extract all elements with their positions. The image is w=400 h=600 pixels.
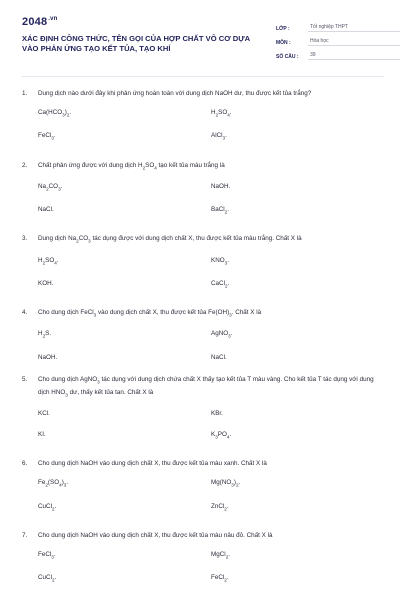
answer-options — [22, 109, 384, 143]
answer-option[interactable]: $Na_2CO_3$. — [38, 182, 63, 191]
question-item — [22, 307, 384, 362]
answer-option[interactable]: CaCl$_2$. — [211, 279, 230, 288]
question-number: 5. — [22, 375, 28, 383]
answer-options — [22, 410, 384, 441]
meta-key: LỚP : — [276, 26, 290, 32]
meta-key: MÔN : — [276, 40, 291, 46]
question-item — [22, 233, 384, 290]
answer-option[interactable]: KBr. — [211, 410, 223, 417]
question-stem — [22, 233, 384, 246]
answer-option[interactable]: KI. — [38, 431, 46, 438]
question-number: 7. — [22, 531, 28, 539]
meta-value: 39 — [308, 52, 400, 60]
answer-option[interactable]: NaCl. — [211, 353, 227, 361]
answer-option[interactable]: CuCl$_2$. — [38, 574, 57, 583]
answer-options — [22, 551, 384, 585]
question-item — [22, 88, 384, 143]
question-text: Dung dịch nào dưới đây khi phản ứng hoàn toàn với dung dịch NaOH dư, thu được kết tủa trắng? — [38, 90, 312, 97]
logo-text: 2048 — [22, 16, 48, 28]
answer-option[interactable]: NaOH. — [211, 182, 231, 190]
meta-row-subject — [276, 32, 400, 46]
site-logo[interactable] — [22, 16, 58, 28]
answer-option[interactable]: KOH. — [38, 279, 54, 287]
answer-option[interactable]: FeCl$_2$. — [211, 574, 229, 583]
answer-option[interactable]: $H_2SO_4$. — [38, 256, 59, 265]
answer-options — [22, 257, 384, 291]
answer-option[interactable]: AlCl$_3$. — [211, 132, 227, 141]
logo-suffix: .vn — [48, 16, 58, 23]
meta-row-class — [276, 18, 400, 32]
question-number: 3. — [22, 235, 28, 243]
answer-option[interactable]: $Ca(HCO_3)_2$. — [38, 109, 72, 118]
question-item — [22, 530, 384, 585]
question-text: Cho dung dịch NaOH vào dung dịch chất X, thu được kết tủa màu xanh. Chất X là — [38, 460, 267, 468]
question-stem — [22, 88, 384, 99]
worksheet-title: XÁC ĐỊNH CÔNG THỨC, TÊN GỌI CỦA HỢP CHẤT VÔ CƠ DỰA VÀO PHẢN ỨNG TẠO KẾT TỦA, TẠO KHÍ — [22, 34, 250, 53]
answer-option[interactable]: NaCl. — [38, 206, 54, 213]
worksheet-meta — [276, 18, 400, 60]
question-text: Cho dung dịch AgNO$_3$ tác dụng với dung dịch chứa chất X thấy tạo kết tủa T màu vàng. Cho kết tủa T tác dụng với dung dịch $HNO_3$ dư, thấy kết tủa tan. Chất X là — [38, 375, 374, 397]
meta-row-count — [276, 46, 400, 60]
answer-option[interactable]: $Mg(NO_3)_2$. — [211, 479, 241, 488]
answer-option[interactable]: ZnCl$_2$. — [211, 502, 229, 511]
answer-option[interactable]: $K_3PO_4$. — [211, 431, 232, 440]
question-number: 1. — [22, 90, 28, 97]
answer-option[interactable]: $H_2SO_4$. — [211, 109, 232, 118]
question-number: 6. — [22, 460, 28, 468]
meta-value: Hóa học — [308, 38, 400, 46]
question-list — [22, 88, 384, 584]
question-number: 4. — [22, 309, 28, 316]
answer-option[interactable]: FeCl$_3$. — [38, 132, 56, 141]
answer-option[interactable]: CuCl$_2$. — [38, 502, 57, 511]
answer-option[interactable]: $Fe_2(SO_4)_3$. — [38, 479, 69, 488]
answer-option[interactable]: BaCl$_2$. — [211, 206, 229, 215]
question-text: Dung dịch $Na_2CO_3$ tác dụng được với dung dịch chất X, thu được kết tủa màu trắng. Chất X là — [38, 235, 302, 244]
question-item — [22, 374, 384, 442]
question-item — [22, 160, 384, 217]
question-stem — [22, 307, 384, 320]
question-stem — [22, 530, 384, 541]
question-stem — [22, 458, 384, 469]
question-text: Cho dung dịch NaOH vào dung dịch chất X, thu được kết tủa màu nâu đỏ. Chất X là — [38, 531, 273, 539]
answer-option[interactable]: AgNO$_3$. — [211, 330, 233, 339]
meta-value: Tốt nghiệp THPT — [308, 24, 400, 32]
header-divider — [22, 76, 384, 77]
answer-option[interactable]: $H_2S$. — [38, 330, 52, 339]
question-text: Chất phản ứng được với dung dịch $H_2SO_4$ tạo kết tủa màu trắng là — [38, 161, 225, 170]
question-item — [22, 458, 384, 513]
worksheet-header — [22, 14, 384, 74]
answer-option[interactable]: FeCl$_3$. — [38, 550, 56, 559]
answer-options — [22, 183, 384, 217]
question-stem — [22, 160, 384, 173]
question-text: Cho dung dịch FeCl$_3$ vào dung dịch chất X, thu được kết tủa $Fe(OH)_3$. Chất X là — [38, 309, 262, 318]
answer-option[interactable]: NaOH. — [38, 353, 58, 361]
answer-option[interactable]: KCl. — [38, 410, 50, 417]
answer-options — [22, 479, 384, 513]
answer-option[interactable]: $KNO_3$. — [211, 256, 229, 265]
answer-option[interactable]: MgCl$_2$. — [211, 550, 231, 559]
question-stem — [22, 374, 384, 401]
answer-options — [22, 330, 384, 361]
question-number: 2. — [22, 161, 28, 169]
meta-key: SỐ CÂU : — [276, 54, 299, 60]
